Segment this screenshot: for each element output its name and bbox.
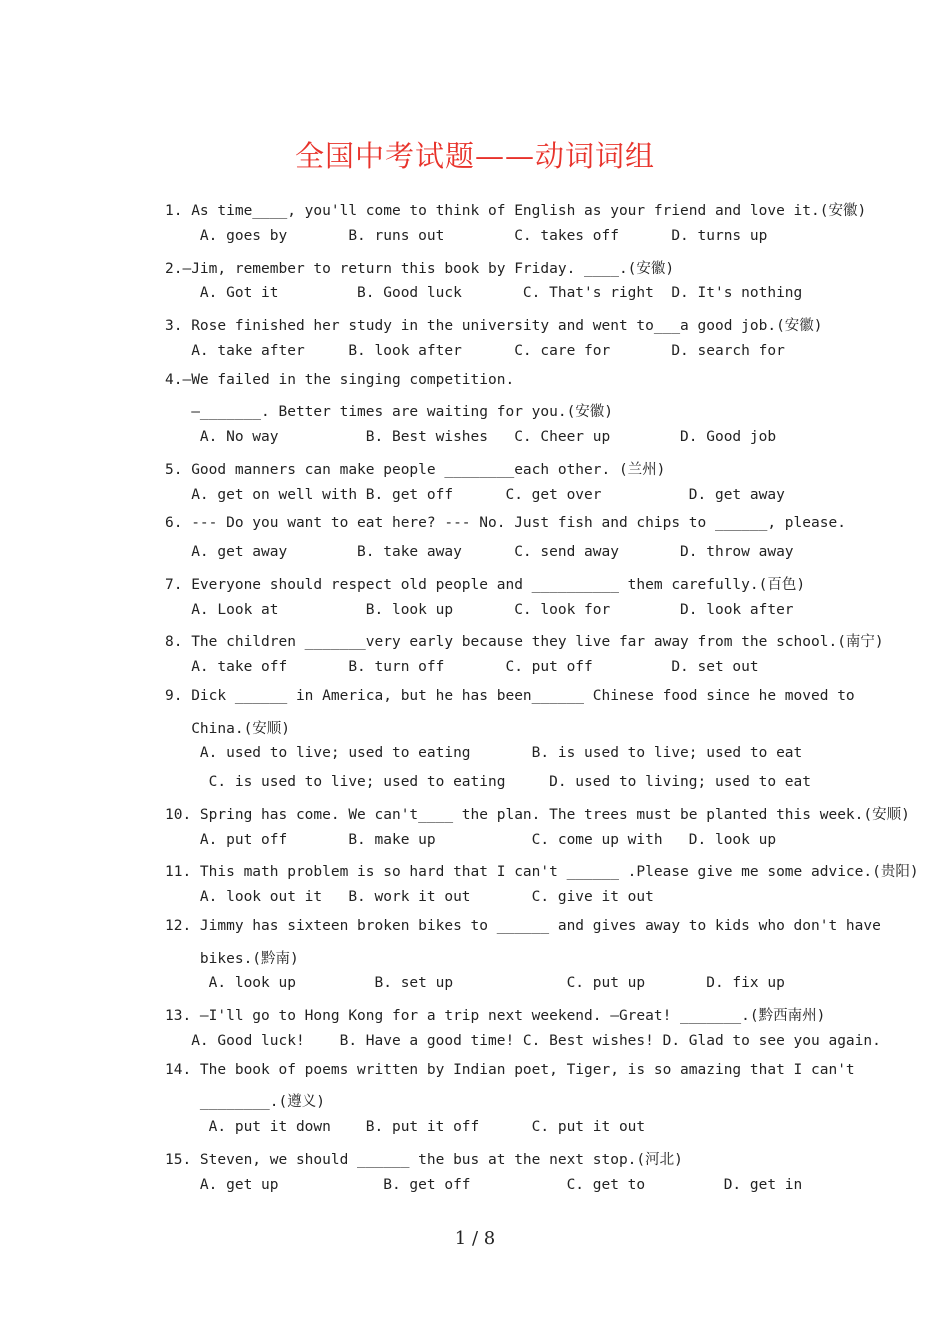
text-line: 12. Jimmy has sixteen broken bikes to ______ and gives away to kids who don't have	[165, 917, 881, 934]
text-line: A. get up B. get off C. get to D. get in	[165, 1176, 803, 1193]
text-line: A. take off B. turn off C. put off D. set out	[165, 659, 759, 675]
text-line: 4.—We failed in the singing competition.	[165, 371, 515, 388]
text-line: 1. As time____, you'll come to think of English as your friend and love it.(安徽)	[165, 203, 867, 219]
text-line: A. Got it B. Good luck C. That's right D. It's nothing	[165, 285, 803, 302]
text-line: 14. The book of poems written by Indian poet, Tiger, is so amazing that I can't	[165, 1061, 855, 1078]
text-line: 3. Rose finished her study in the university and went to___a good job.(安徽)	[165, 318, 823, 334]
text-line: A. Good luck! B. Have a good time! C. Best wishes! D. Glad to see you again.	[165, 1032, 881, 1049]
text-line: 2.—Jim, remember to return this book by Friday. ____.(安徽)	[165, 260, 675, 277]
text-line: 5. Good manners can make people ________each other. (兰州)	[165, 461, 666, 478]
text-line: 6. --- Do you want to eat here? --- No. Just fish and chips to ______, please.	[165, 515, 846, 532]
text-line: ________.(遵义)	[165, 1094, 325, 1111]
text-line: C. is used to live; used to eating D. used to living; used to eat	[165, 774, 812, 790]
text-line: 9. Dick ______ in America, but he has been______ Chinese food since he moved to	[165, 687, 855, 704]
text-line: A. get on well with B. get off C. get over D. get away	[165, 486, 785, 503]
text-line: A. take after B. look after C. care for D. search for	[165, 342, 785, 359]
page-number: 1 / 8	[454, 1228, 496, 1249]
text-line: 13. —I'll go to Hong Kong for a trip next weekend. —Great! _______.(黔西南州)	[165, 1008, 826, 1024]
text-line: China.(安顺)	[165, 720, 291, 737]
text-line: 15. Steven, we should ______ the bus at the next stop.(河北)	[165, 1151, 683, 1168]
text-line: A. get away B. take away C. send away D. throw away	[165, 544, 794, 560]
text-line: A. No way B. Best wishes C. Cheer up D. Good job	[165, 429, 777, 445]
text-line: A. put off B. make up C. come up with D. look up	[165, 831, 777, 848]
text-line: A. look up B. set up C. put up D. fix up	[165, 975, 785, 992]
text-line: 10. Spring has come. We can't____ the plan. The trees must be planted this week.(安顺)	[165, 806, 910, 823]
text-line: bikes.(黔南)	[165, 950, 299, 967]
text-line: A. Look at B. look up C. look for D. look after	[165, 601, 794, 618]
text-line: A. used to live; used to eating B. is used to live; used to eat	[165, 745, 803, 762]
text-line: 11. This math problem is so hard that I can't ______ .Please give me some advice.(贵阳)	[165, 864, 919, 881]
text-line: 8. The children _______very early because they live far away from the school.(南宁)	[165, 634, 884, 651]
text-line: A. look out it B. work it out C. give it out	[165, 889, 654, 905]
text-line: —_______. Better times are waiting for you.(安徽)	[165, 404, 614, 421]
text-line: 7. Everyone should respect old people and __________ them carefully.(百色)	[165, 576, 806, 593]
text-line: A. goes by B. runs out C. takes off D. turns up	[165, 227, 768, 244]
text-line: A. put it down B. put it off C. put it out	[165, 1119, 646, 1135]
page-title: 全国中考试题——动词词组	[294, 139, 655, 173]
